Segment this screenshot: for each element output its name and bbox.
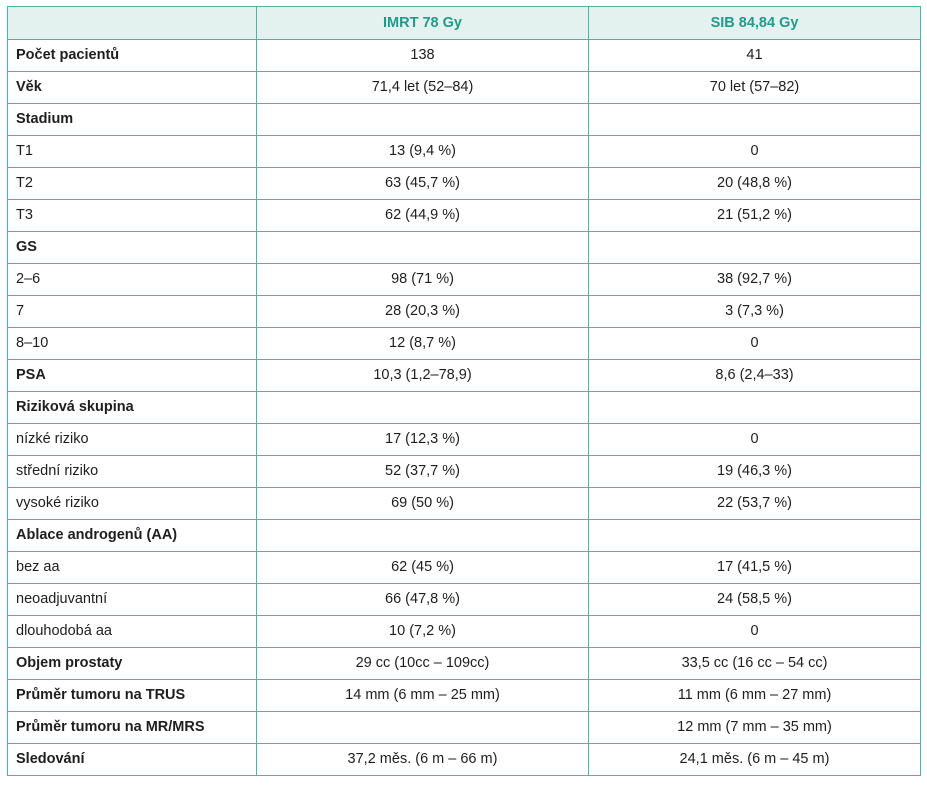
table-row: [8, 200, 921, 232]
row-label: 7: [8, 296, 257, 328]
imrt-value: 29 cc (10cc – 109cc): [257, 648, 589, 680]
row-label: Sledování: [8, 744, 257, 776]
sib-value: 8,6 (2,4–33): [589, 360, 921, 392]
table-row: [8, 744, 921, 776]
row-label: PSA: [8, 360, 257, 392]
table-row: [8, 456, 921, 488]
imrt-value: [257, 104, 589, 136]
row-label: nízké riziko: [8, 424, 257, 456]
row-label: Stadium: [8, 104, 257, 136]
table-header-row: [8, 7, 921, 40]
header-imrt: IMRT 78 Gy: [257, 7, 589, 40]
sib-value: [589, 520, 921, 552]
imrt-value: 28 (20,3 %): [257, 296, 589, 328]
imrt-value: [257, 232, 589, 264]
table-body: [8, 40, 921, 776]
table-row: [8, 72, 921, 104]
sib-value: 24,1 měs. (6 m – 45 m): [589, 744, 921, 776]
row-label: Průměr tumoru na TRUS: [8, 680, 257, 712]
row-label: Průměr tumoru na MR/MRS: [8, 712, 257, 744]
row-label: T1: [8, 136, 257, 168]
imrt-value: [257, 392, 589, 424]
comparison-table: [7, 6, 921, 776]
row-label: Ablace androgenů (AA): [8, 520, 257, 552]
table-row: [8, 392, 921, 424]
imrt-value: 13 (9,4 %): [257, 136, 589, 168]
table-row: [8, 712, 921, 744]
table-row: [8, 328, 921, 360]
imrt-value: [257, 520, 589, 552]
sib-value: 41: [589, 40, 921, 72]
table-row: [8, 232, 921, 264]
table-row: [8, 584, 921, 616]
row-label: neoadjuvantní: [8, 584, 257, 616]
imrt-value: 66 (47,8 %): [257, 584, 589, 616]
row-label: Objem prostaty: [8, 648, 257, 680]
sib-value: 0: [589, 136, 921, 168]
row-label: 2–6: [8, 264, 257, 296]
sib-value: 11 mm (6 mm – 27 mm): [589, 680, 921, 712]
table-row: [8, 552, 921, 584]
row-label: GS: [8, 232, 257, 264]
sib-value: 19 (46,3 %): [589, 456, 921, 488]
imrt-value: 17 (12,3 %): [257, 424, 589, 456]
sib-value: 24 (58,5 %): [589, 584, 921, 616]
row-label: Riziková skupina: [8, 392, 257, 424]
sib-value: 33,5 cc (16 cc – 54 cc): [589, 648, 921, 680]
comparison-table-container: [7, 6, 920, 776]
sib-value: 38 (92,7 %): [589, 264, 921, 296]
imrt-value: 10 (7,2 %): [257, 616, 589, 648]
sib-value: 0: [589, 424, 921, 456]
sib-value: 21 (51,2 %): [589, 200, 921, 232]
sib-value: 70 let (57–82): [589, 72, 921, 104]
imrt-value: 10,3 (1,2–78,9): [257, 360, 589, 392]
table-row: [8, 136, 921, 168]
table-row: [8, 616, 921, 648]
imrt-value: 62 (44,9 %): [257, 200, 589, 232]
sib-value: 12 mm (7 mm – 35 mm): [589, 712, 921, 744]
table-row: [8, 488, 921, 520]
imrt-value: 138: [257, 40, 589, 72]
imrt-value: 37,2 měs. (6 m – 66 m): [257, 744, 589, 776]
imrt-value: 71,4 let (52–84): [257, 72, 589, 104]
table-row: [8, 104, 921, 136]
imrt-value: 63 (45,7 %): [257, 168, 589, 200]
sib-value: 22 (53,7 %): [589, 488, 921, 520]
sib-value: 0: [589, 328, 921, 360]
sib-value: [589, 104, 921, 136]
row-label: 8–10: [8, 328, 257, 360]
table-row: [8, 520, 921, 552]
row-label: T2: [8, 168, 257, 200]
imrt-value: 52 (37,7 %): [257, 456, 589, 488]
sib-value: 20 (48,8 %): [589, 168, 921, 200]
imrt-value: 62 (45 %): [257, 552, 589, 584]
table-row: [8, 648, 921, 680]
table-row: [8, 360, 921, 392]
table-row: [8, 264, 921, 296]
sib-value: [589, 392, 921, 424]
row-label: střední riziko: [8, 456, 257, 488]
sib-value: [589, 232, 921, 264]
row-label: vysoké riziko: [8, 488, 257, 520]
table-row: [8, 168, 921, 200]
table-row: [8, 296, 921, 328]
row-label: bez aa: [8, 552, 257, 584]
row-label: Počet pacientů: [8, 40, 257, 72]
row-label: Věk: [8, 72, 257, 104]
row-label: dlouhodobá aa: [8, 616, 257, 648]
header-sib: SIB 84,84 Gy: [589, 7, 921, 40]
header-corner-cell: [8, 7, 257, 40]
imrt-value: 12 (8,7 %): [257, 328, 589, 360]
imrt-value: 98 (71 %): [257, 264, 589, 296]
row-label: T3: [8, 200, 257, 232]
table-row: [8, 40, 921, 72]
imrt-value: 69 (50 %): [257, 488, 589, 520]
imrt-value: [257, 712, 589, 744]
sib-value: 3 (7,3 %): [589, 296, 921, 328]
imrt-value: 14 mm (6 mm – 25 mm): [257, 680, 589, 712]
table-row: [8, 680, 921, 712]
sib-value: 17 (41,5 %): [589, 552, 921, 584]
sib-value: 0: [589, 616, 921, 648]
table-row: [8, 424, 921, 456]
